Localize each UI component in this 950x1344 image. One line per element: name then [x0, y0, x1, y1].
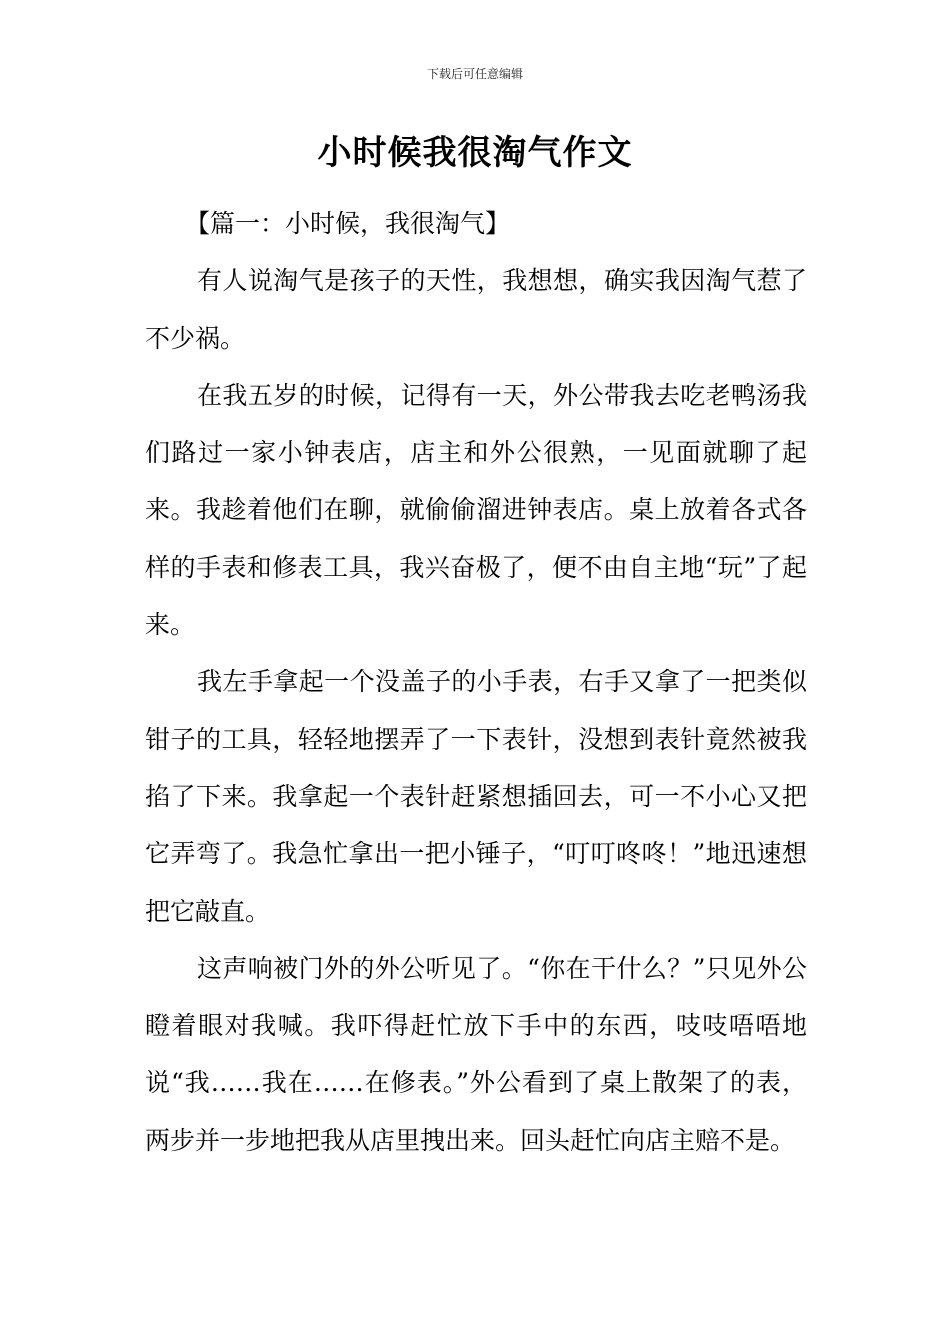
document-title: 小时候我很淘气作文: [317, 133, 633, 173]
document-body: [145, 195, 807, 1169]
section-heading: 【篇一：小时候，我很淘气】: [185, 209, 511, 238]
paragraph-1: 有人说淘气是孩子的天性，我想想，确实我因淘气惹了不少祸。: [145, 266, 807, 353]
paragraph-3: 我左手拿起一个没盖子的小手表，右手又拿了一把类似钳子的工具，轻轻地摆弄了一下表针，没想到表针竟然被我掐了下来。我拿起一个表针赶紧想插回去，可一不小心又把它弄弯了。我急忙拿出一把小锤子，“叮叮咚咚！”地迅速想把它敲直。: [145, 667, 807, 926]
header-note: 下载后可任意编辑: [426, 67, 523, 81]
paragraph-4: 这声响被门外的外公听见了。“你在干什么？”只见外公瞪着眼对我喊。我吓得赶忙放下手中的东西，吱吱唔唔地说“我……我在……在修表。”外公看到了桌上散架了的表，两步并一步地把我从店里拽出来。回头赶忙向店主赔不是。: [145, 953, 807, 1155]
paragraph-2: 在我五岁的时候，记得有一天，外公带我去吃老鸭汤我们路过一家小钟表店，店主和外公很熟，一见面就聊了起来。我趁着他们在聊，就偷偷溜进钟表店。桌上放着各式各样的手表和修表工具，我兴奋极了，便不由自主地“玩”了起来。: [145, 380, 807, 640]
